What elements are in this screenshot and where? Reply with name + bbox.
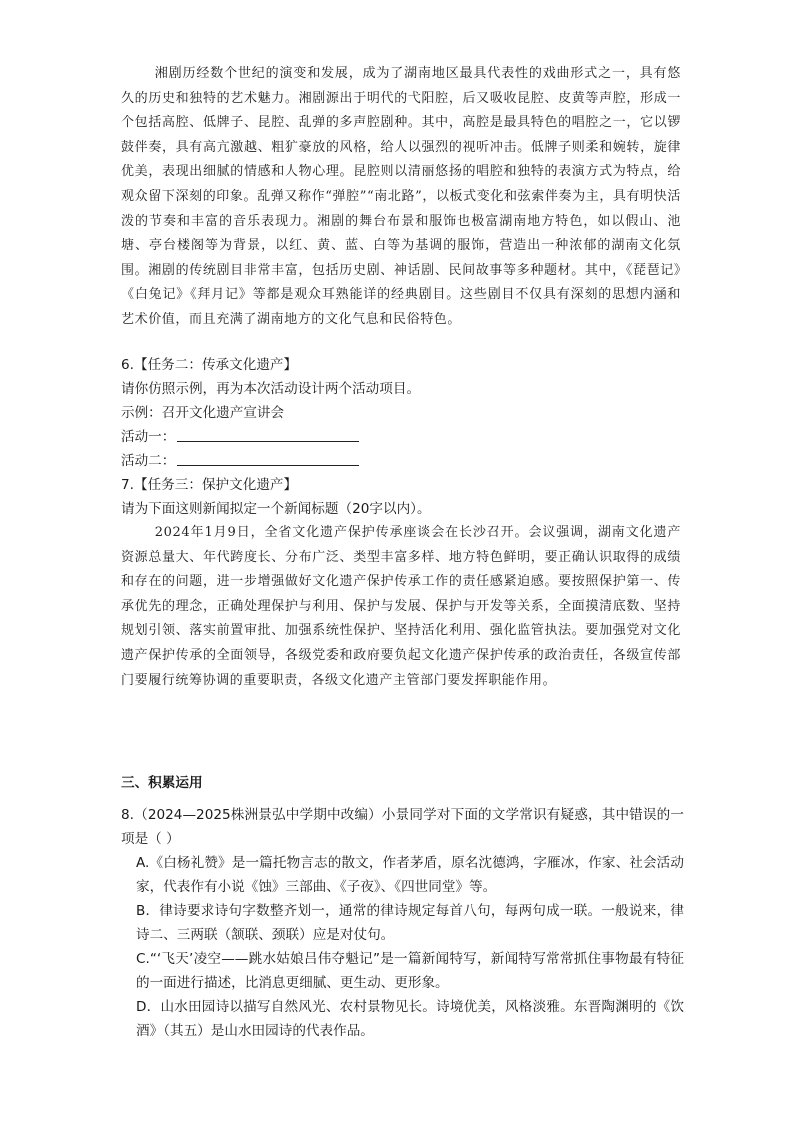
q6-example: 示例：召开文化遗产宣讲会 — [121, 405, 285, 421]
q7-heading: 7.【任务三：保护文化遗产】 — [121, 477, 298, 493]
news-passage — [121, 521, 681, 693]
q6-instruction: 请你仿照示例，再为本次活动设计两个活动项目。 — [121, 381, 421, 397]
q8-option-b: B．律诗要求诗句字数整齐划一，通常的律诗规定每首八句，每两句成一联。一般说来，律诗二、三两联（颔联、颈联）应是对仗句。 — [136, 903, 684, 943]
q8-option-a: A.《白杨礼赞》是一篇托物言志的散文，作者茅盾，原名沈德鸿，字雁冰，作家、社会活动家，代表作有小说《蚀》三部曲、《子夜》、《四世同堂》等。 — [136, 855, 684, 895]
section3-heading: 三、积累运用 — [121, 775, 203, 791]
activity2-row — [121, 450, 359, 474]
xiangju-passage — [121, 62, 681, 333]
news-paragraph: 2024年1月9日，全省文化遗产保护传承座谈会在长沙召开。会议强调，湖南文化遗产资源总量大、年代跨度长、分布广泛、类型丰富多样、地方特色鲜明，要正确认识取得的成绩和存在的问题，进一步增强做好文化遗产保护传承工作的责任感紧迫感。要按照保护第一、传承优先的理念，正确处理保护与利用、保护与发展、保护与开发等关系，全面摸清底数、坚持规划引领、落实前置审批、加强系统性保护、坚持活化利用、强化监管执法。要加强党对文化遗产保护传承的全面领导，各级党委和政府要负起文化遗产保护传承的政治责任，各级宣传部门要履行统筹协调的重要职责，各级文化遗产主管部门要发挥职能作用。 — [121, 525, 681, 688]
activity1-answer-blank[interactable] — [177, 427, 359, 442]
passage-paragraph: 湘剧历经数个世纪的演变和发展，成为了湖南地区最具代表性的戏曲形式之一，具有悠久的历史和独特的艺术魅力。湘剧源出于明代的弋阳腔，后又吸收昆腔、皮黄等声腔，形成一个包括高腔、低牌子、昆腔、乱弹的多声腔剧种。其中，高腔是最具特色的唱腔之一，它以锣鼓伴奏，具有高亢激越、粗犷豪放的风格，给人以强烈的视听冲击。低牌子则柔和婉转，旋律优美，表现出细腻的情感和人物心理。昆腔则以清丽悠扬的唱腔和独特的表演方式为特点，给观众留下深刻的印象。乱弹又称作“弹腔”“南北路”，以板式变化和弦索伴奏为主，具有明快活泼的节奏和丰富的音乐表现力。湘剧的舞台布景和服饰也极富湖南地方特色，如以假山、池塘、亭台楼阁等为背景，以红、黄、蓝、白等为基调的服饰，营造出一种浓郁的湖南文化氛围。湘剧的传统剧目非常丰富，包括历史剧、神话剧、民间故事等多种题材。其中，《琵琶记》《白兔记》《拜月记》等都是观众耳熟能详的经典剧目。这些剧目不仅具有深刻的思想内涵和艺术价值，而且充满了湖南地方的文化气息和民俗特色。 — [121, 66, 681, 327]
q8-option-d: D．山水田园诗以描写自然风光、农村景物见长。诗境优美，风格淡雅。东晋陶渊明的《饮酒》（其五）是山水田园诗的代表作品。 — [136, 999, 684, 1039]
activity1-row — [121, 426, 359, 450]
activity2-answer-blank[interactable] — [177, 451, 359, 466]
q6-heading: 6.【任务二：传承文化遗产】 — [121, 357, 298, 373]
activity1-label: 活动一： — [121, 429, 176, 445]
q8-option-c: C.“‘飞天’凌空——跳水姑娘吕伟夺魁记”是一篇新闻特写，新闻特写常常抓住事物最有特征的一面进行描述，比消息更细腻、更生动、更形象。 — [136, 951, 684, 991]
q7-instruction: 请为下面这则新闻拟定一个新闻标题（20字以内）。 — [121, 501, 431, 517]
q8-stem: 8.（2024—2025株洲景弘中学期中改编）小景同学对下面的文学常识有疑惑，其中错误的一项是（ ） — [121, 807, 684, 847]
activity2-label: 活动二： — [121, 453, 176, 469]
